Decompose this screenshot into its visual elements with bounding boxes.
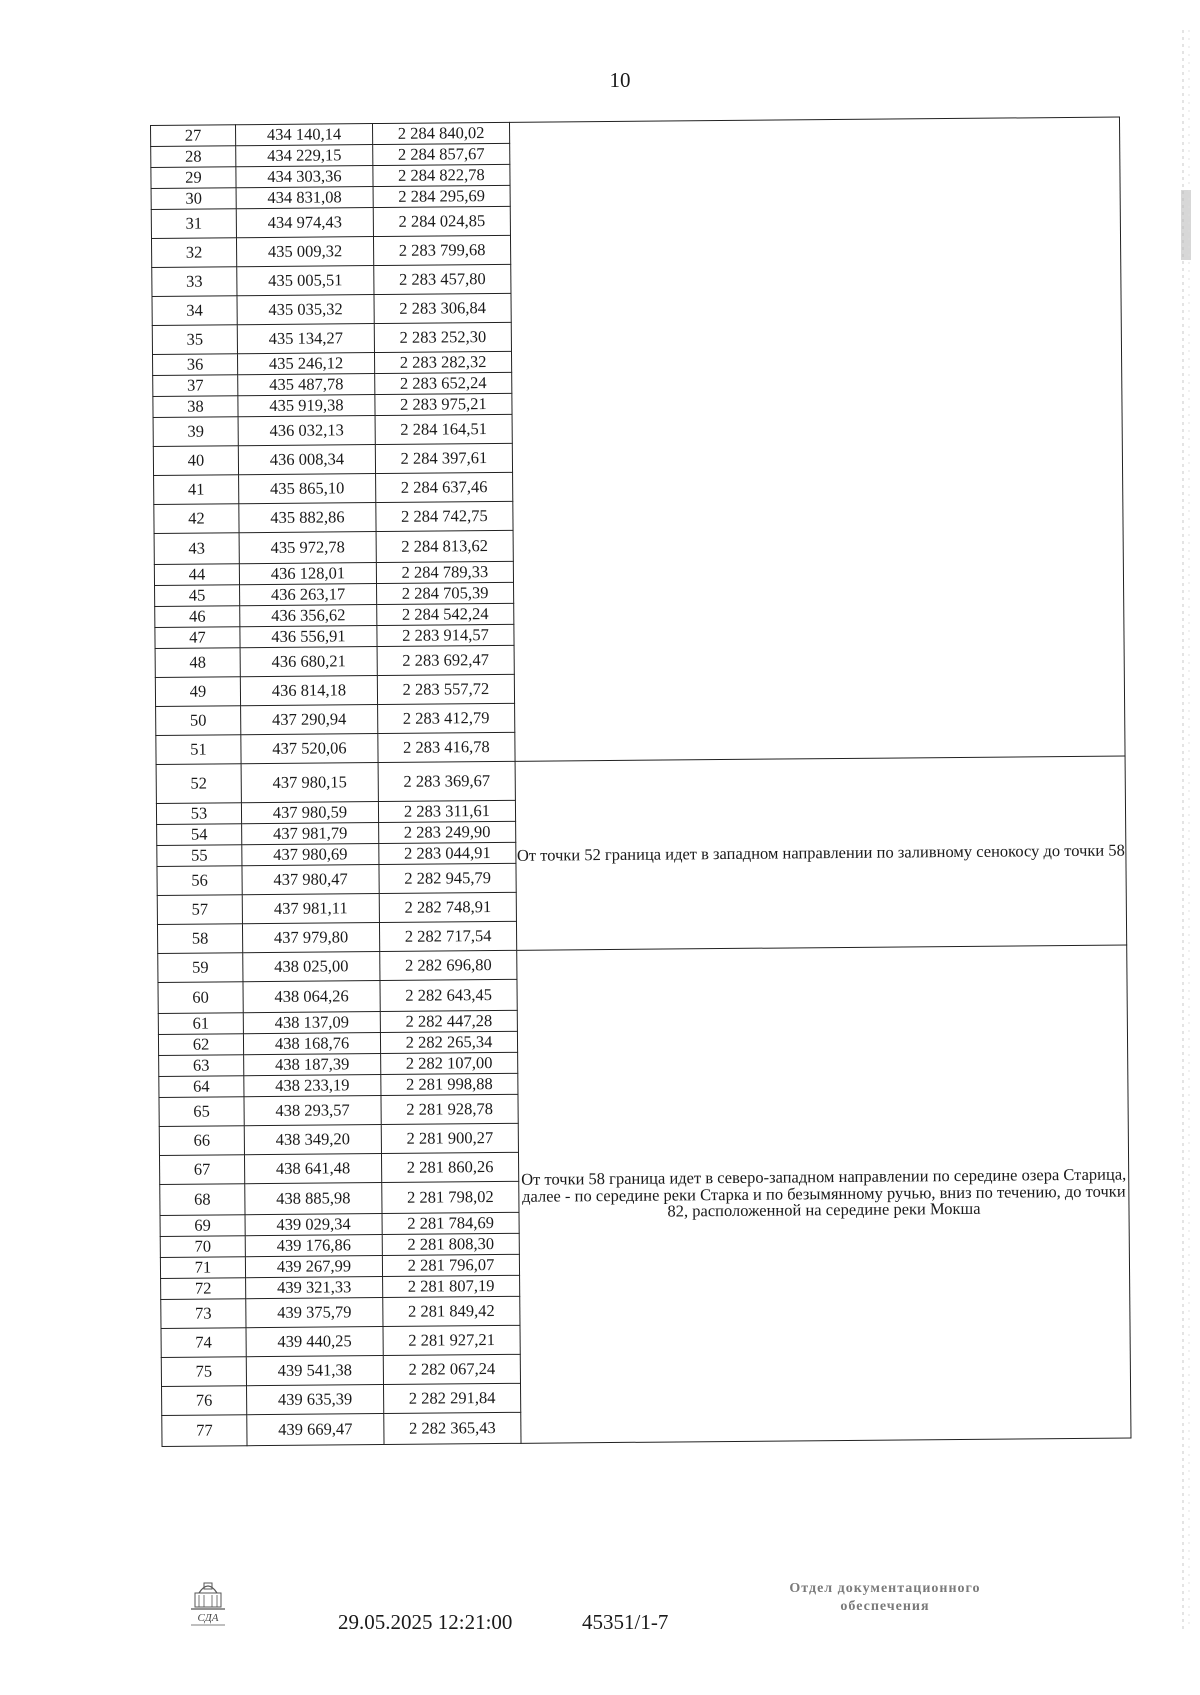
department-line-2: обеспечения <box>840 1599 930 1614</box>
point-number: 74 <box>161 1328 246 1358</box>
footer-datetime: 29.05.2025 12:21:00 <box>338 1610 513 1634</box>
point-number: 75 <box>161 1357 246 1387</box>
coord-x: 438 641,48 <box>244 1154 381 1184</box>
coord-x: 439 635,39 <box>247 1385 384 1415</box>
point-number: 34 <box>152 296 237 326</box>
coord-y: 2 282 696,80 <box>380 950 517 980</box>
stamp-icon <box>185 1575 231 1631</box>
coord-x: 436 263,17 <box>240 584 377 606</box>
point-number: 65 <box>159 1097 244 1127</box>
svg-text:СДА: СДА <box>197 1612 219 1624</box>
coord-y: 2 283 416,78 <box>378 732 515 762</box>
coord-x: 439 176,86 <box>245 1235 382 1257</box>
point-number: 28 <box>151 146 236 168</box>
point-number: 29 <box>151 167 236 189</box>
coord-x: 439 541,38 <box>246 1356 383 1386</box>
coord-y: 2 284 637,46 <box>376 472 513 502</box>
coord-x: 439 669,47 <box>247 1414 384 1446</box>
coord-y: 2 281 798,02 <box>382 1181 519 1213</box>
coord-x: 439 267,99 <box>245 1256 382 1278</box>
coord-x: 437 980,69 <box>242 844 379 866</box>
coord-x: 437 980,15 <box>241 763 378 803</box>
point-number: 59 <box>158 953 243 983</box>
point-number: 40 <box>153 446 238 476</box>
coord-x: 435 487,78 <box>238 374 375 396</box>
coord-y: 2 282 067,24 <box>383 1354 520 1384</box>
coord-y: 2 283 799,68 <box>373 235 510 265</box>
coord-x: 435 009,32 <box>236 237 373 267</box>
page-number: 10 <box>609 68 631 92</box>
point-number: 64 <box>159 1076 244 1098</box>
table-row <box>156 756 1125 803</box>
coord-x: 435 005,51 <box>237 266 374 296</box>
point-number: 32 <box>151 238 236 268</box>
department-stamp <box>720 1580 1050 1616</box>
coord-x: 438 885,98 <box>245 1183 382 1215</box>
coord-y: 2 284 857,67 <box>373 143 510 165</box>
coord-x: 438 233,19 <box>244 1075 381 1097</box>
point-number: 54 <box>157 824 242 846</box>
coord-y: 2 283 282,32 <box>374 351 511 373</box>
point-number: 38 <box>153 396 238 418</box>
coord-x: 437 979,80 <box>242 923 379 953</box>
coord-y: 2 281 900,27 <box>381 1123 518 1153</box>
coord-x: 436 680,21 <box>240 647 377 677</box>
point-number: 36 <box>153 354 238 376</box>
coord-x: 439 321,33 <box>246 1277 383 1299</box>
point-number: 41 <box>154 475 239 505</box>
coord-x: 438 293,57 <box>244 1096 381 1126</box>
point-number: 55 <box>157 845 242 867</box>
coord-y: 2 284 822,78 <box>373 164 510 186</box>
coord-y: 2 281 807,19 <box>383 1275 520 1297</box>
point-number: 58 <box>157 924 242 954</box>
point-number: 33 <box>152 267 237 297</box>
coord-y: 2 284 840,02 <box>372 122 509 144</box>
coord-y: 2 284 789,33 <box>376 561 513 583</box>
coord-x: 437 290,94 <box>241 705 378 735</box>
coord-y: 2 283 652,24 <box>375 372 512 394</box>
point-number: 69 <box>160 1215 245 1237</box>
point-number: 71 <box>160 1257 245 1279</box>
coord-x: 434 140,14 <box>236 124 373 146</box>
coord-x: 436 032,13 <box>238 416 375 446</box>
point-number: 66 <box>159 1126 244 1156</box>
coord-y: 2 283 692,47 <box>377 645 514 675</box>
point-number: 46 <box>155 606 240 628</box>
coord-x: 437 981,79 <box>242 823 379 845</box>
point-number: 60 <box>158 982 243 1014</box>
coord-y: 2 281 849,42 <box>383 1296 520 1326</box>
point-number: 52 <box>156 764 241 804</box>
coord-y: 2 282 365,43 <box>384 1412 521 1444</box>
coord-y: 2 282 291,84 <box>384 1383 521 1413</box>
point-number: 35 <box>152 325 237 355</box>
coord-x: 438 025,00 <box>243 952 380 982</box>
coord-y: 2 284 397,61 <box>375 443 512 473</box>
coord-x: 436 814,18 <box>240 676 377 706</box>
coord-x: 435 882,86 <box>239 503 376 533</box>
point-number: 61 <box>158 1013 243 1035</box>
point-number: 53 <box>156 803 241 825</box>
boundary-description: От точки 52 граница идет в западном направлении по заливному сенокосу до точки 58 <box>515 756 1127 950</box>
coord-x: 439 029,34 <box>245 1214 382 1236</box>
coord-y: 2 283 044,91 <box>379 842 516 864</box>
coord-y: 2 281 784,69 <box>382 1212 519 1234</box>
point-number: 76 <box>162 1386 247 1416</box>
point-number: 51 <box>156 735 241 765</box>
coordinates-table <box>150 117 1131 1447</box>
coord-x: 435 865,10 <box>239 474 376 504</box>
coord-y: 2 284 164,51 <box>375 414 512 444</box>
coord-x: 436 356,62 <box>240 605 377 627</box>
point-number: 48 <box>155 648 240 678</box>
table-row <box>151 117 1120 146</box>
coord-y: 2 282 265,34 <box>380 1031 517 1053</box>
coord-x: 434 303,36 <box>236 166 373 188</box>
coord-x: 434 974,43 <box>236 208 373 238</box>
point-number: 45 <box>155 585 240 607</box>
coord-y: 2 284 542,24 <box>377 603 514 625</box>
point-number: 62 <box>158 1034 243 1056</box>
coord-y: 2 282 447,28 <box>380 1010 517 1032</box>
coord-x: 437 980,47 <box>242 865 379 895</box>
point-number: 27 <box>151 125 236 147</box>
coord-x: 435 134,27 <box>237 324 374 354</box>
coord-y: 2 284 813,62 <box>376 530 513 562</box>
coord-y: 2 283 369,67 <box>378 761 515 801</box>
point-number: 43 <box>154 533 239 565</box>
point-number: 73 <box>161 1299 246 1329</box>
point-number: 50 <box>156 706 241 736</box>
coord-y: 2 283 412,79 <box>378 703 515 733</box>
point-number: 31 <box>151 209 236 239</box>
coord-y: 2 283 249,90 <box>379 821 516 843</box>
coord-y: 2 281 998,88 <box>381 1073 518 1095</box>
coord-y: 2 282 643,45 <box>380 979 517 1011</box>
point-number: 49 <box>155 677 240 707</box>
coord-y: 2 281 928,78 <box>381 1094 518 1124</box>
coord-x: 434 229,15 <box>236 145 373 167</box>
point-number: 70 <box>160 1236 245 1258</box>
coord-y: 2 283 457,80 <box>374 264 511 294</box>
coord-y: 2 282 945,79 <box>379 863 516 893</box>
coord-y: 2 281 927,21 <box>383 1325 520 1355</box>
coord-y: 2 281 796,07 <box>382 1254 519 1276</box>
point-number: 67 <box>159 1155 244 1185</box>
coord-x: 436 128,01 <box>239 563 376 585</box>
coord-y: 2 282 107,00 <box>381 1052 518 1074</box>
point-number: 44 <box>154 564 239 586</box>
coord-y: 2 283 975,21 <box>375 393 512 415</box>
coord-x: 437 520,06 <box>241 734 378 764</box>
coord-x: 435 246,12 <box>237 353 374 375</box>
coord-x: 439 375,79 <box>246 1298 383 1328</box>
coord-y: 2 281 808,30 <box>382 1233 519 1255</box>
coord-y: 2 283 252,30 <box>374 322 511 352</box>
coord-x: 438 168,76 <box>243 1033 380 1055</box>
boundary-description: От точки 58 граница идет в северо-западном направлении по середине озера Старица, далее - по середине реки Старка и по безымянному ручью, вниз по течению, до точки 82, расположенной на середине реки Мокша <box>517 945 1131 1443</box>
point-number: 77 <box>162 1415 247 1447</box>
coord-x: 438 137,09 <box>243 1012 380 1034</box>
coord-y: 2 284 742,75 <box>376 501 513 531</box>
coord-x: 435 919,38 <box>238 395 375 417</box>
coord-y: 2 283 914,57 <box>377 624 514 646</box>
coord-x: 438 187,39 <box>244 1054 381 1076</box>
coord-y: 2 283 557,72 <box>377 674 514 704</box>
scan-edge-marks <box>1180 30 1194 1630</box>
coord-x: 436 008,34 <box>238 445 375 475</box>
coord-y: 2 284 024,85 <box>373 206 510 236</box>
coord-x: 434 831,08 <box>236 187 373 209</box>
coord-x: 435 972,78 <box>239 532 376 564</box>
point-number: 57 <box>157 895 242 925</box>
coord-x: 438 349,20 <box>244 1125 381 1155</box>
coord-y: 2 283 311,61 <box>378 800 515 822</box>
boundary-description <box>509 117 1125 761</box>
point-number: 63 <box>159 1055 244 1077</box>
coord-x: 439 440,25 <box>246 1327 383 1357</box>
point-number: 39 <box>153 417 238 447</box>
coord-x: 437 981,11 <box>242 894 379 924</box>
coordinates-table-wrap <box>150 117 1132 1555</box>
coord-y: 2 281 860,26 <box>381 1152 518 1182</box>
coord-y: 2 284 705,39 <box>377 582 514 604</box>
coord-y: 2 284 295,69 <box>373 185 510 207</box>
coord-y: 2 282 717,54 <box>379 921 516 951</box>
department-line-1: Отдел документационного <box>789 1581 981 1596</box>
coord-x: 436 556,91 <box>240 626 377 648</box>
coord-x: 438 064,26 <box>243 981 380 1013</box>
point-number: 37 <box>153 375 238 397</box>
point-number: 72 <box>161 1278 246 1300</box>
point-number: 47 <box>155 627 240 649</box>
footer-doc-number: 45351/1-7 <box>582 1610 669 1634</box>
coord-y: 2 282 748,91 <box>379 892 516 922</box>
point-number: 42 <box>154 504 239 534</box>
coord-x: 435 035,32 <box>237 295 374 325</box>
coord-x: 437 980,59 <box>241 802 378 824</box>
point-number: 30 <box>151 188 236 210</box>
coord-y: 2 283 306,84 <box>374 293 511 323</box>
point-number: 56 <box>157 866 242 896</box>
point-number: 68 <box>160 1184 245 1216</box>
